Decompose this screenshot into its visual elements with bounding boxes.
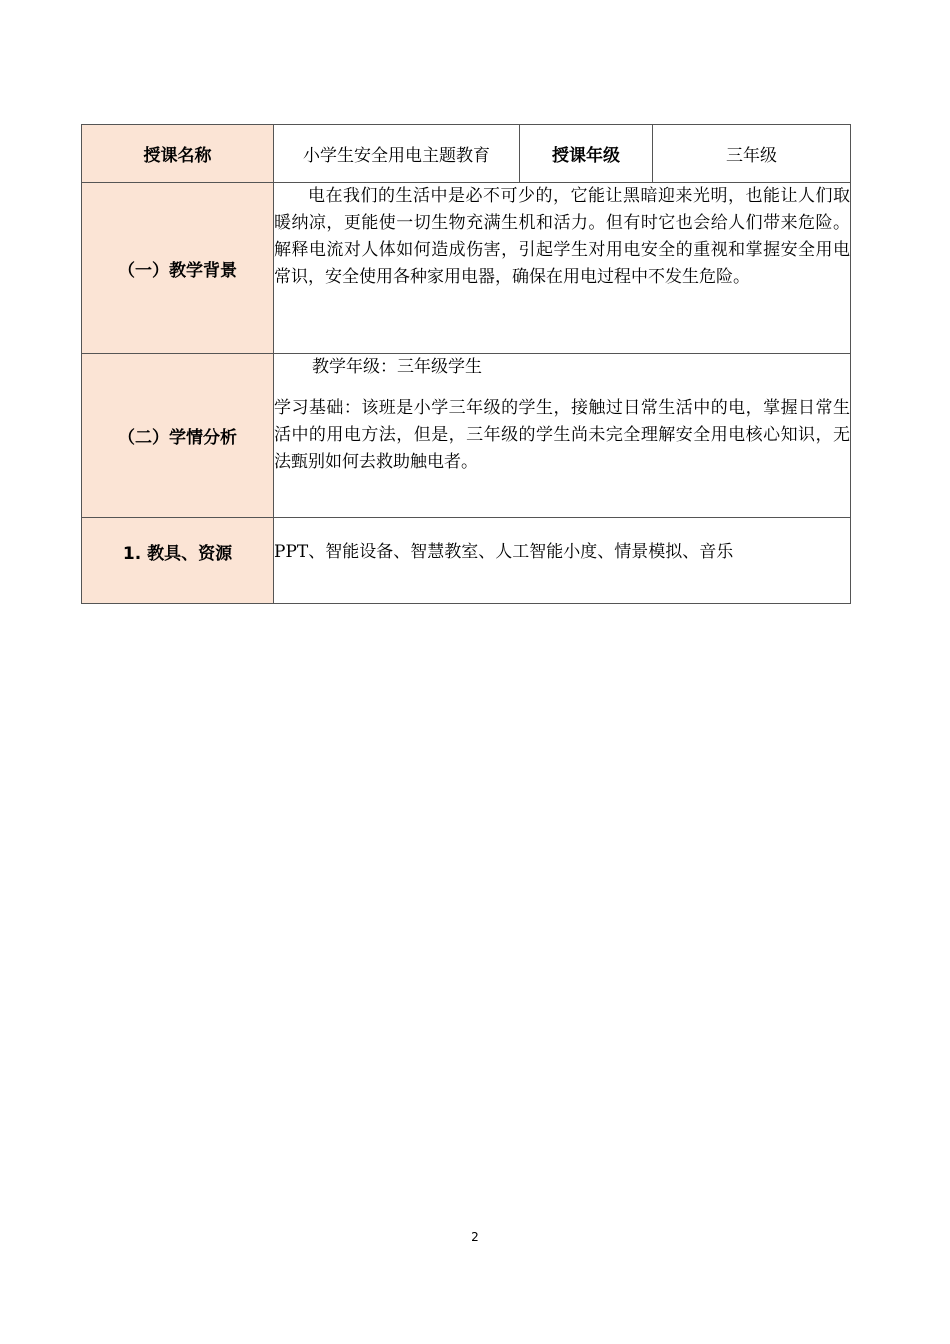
course-name-value: 小学生安全用电主题教育 bbox=[274, 125, 520, 183]
background-row bbox=[82, 183, 851, 354]
resources-text: PPT、智能设备、智慧教室、人工智能小度、情景模拟、音乐 bbox=[274, 542, 734, 562]
course-name-label: 授课名称 bbox=[82, 125, 274, 183]
analysis-row bbox=[82, 354, 851, 518]
resources-content bbox=[274, 518, 851, 604]
analysis-content bbox=[274, 354, 851, 518]
grade-value: 三年级 bbox=[653, 125, 851, 183]
analysis-foundation: 学习基础：该班是小学三年级的学生，接触过日常生活中的电，掌握日常生活中的用电方法，但是，三年级的学生尚未完全理解安全用电核心知识，无法甄别如何去救助触电者。 bbox=[274, 398, 850, 472]
background-label: （一）教学背景 bbox=[82, 183, 274, 354]
lesson-plan-table bbox=[81, 124, 851, 604]
page-number: 2 bbox=[471, 1230, 479, 1244]
course-info-row bbox=[82, 125, 851, 183]
grade-label: 授课年级 bbox=[520, 125, 653, 183]
analysis-label: （二）学情分析 bbox=[82, 354, 274, 518]
background-text: 电在我们的生活中是必不可少的，它能让黑暗迎来光明，也能让人们取暖纳凉，更能使一切生物充满生机和活力。但有时它也会给人们带来危险。解释电流对人体如何造成伤害，引起学生对用电安全的重视和掌握安全用电常识，安全使用各种家用电器，确保在用电过程中不发生危险。 bbox=[274, 186, 850, 287]
background-content bbox=[274, 183, 851, 354]
paragraph-gap bbox=[274, 381, 850, 395]
analysis-grade-line: 教学年级：三年级学生 bbox=[312, 357, 482, 377]
resources-label: 1. 教具、资源 bbox=[82, 518, 274, 604]
resources-row bbox=[82, 518, 851, 604]
